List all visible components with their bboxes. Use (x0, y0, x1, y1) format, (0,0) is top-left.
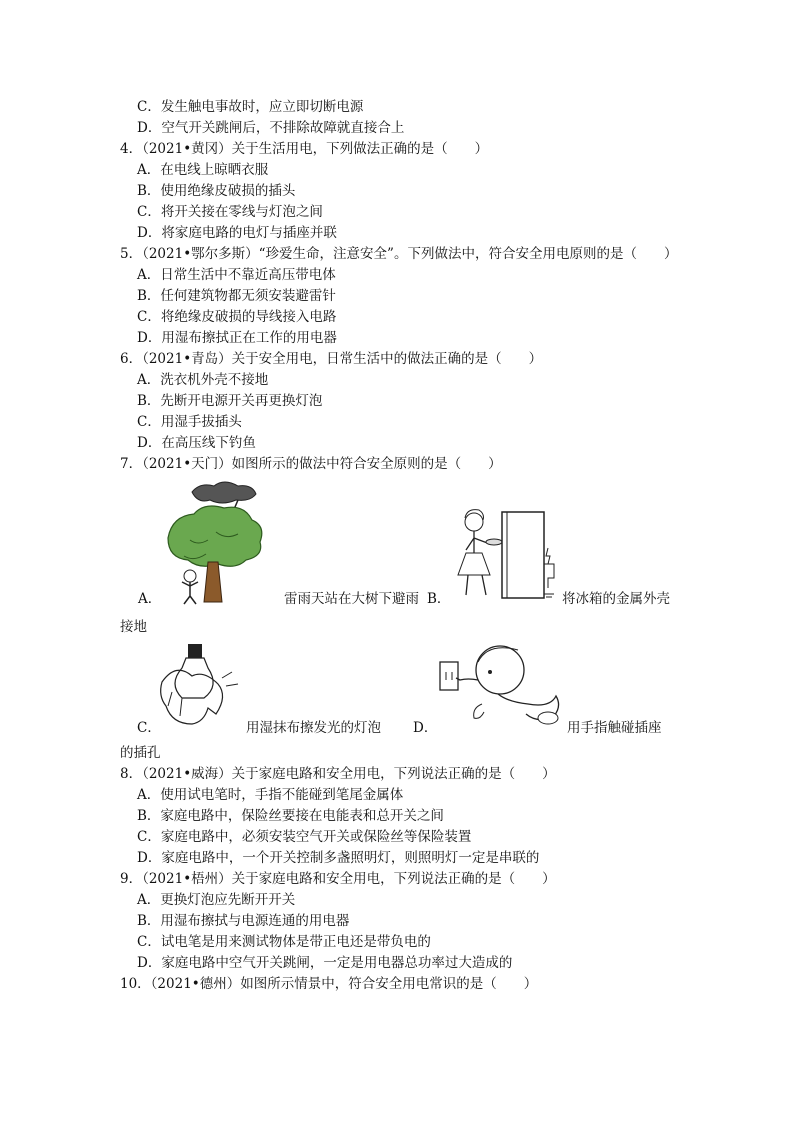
question-8-stem: 8．（2021•威海）关于家庭电路和安全用电，下列说法正确的是（ ） (120, 766, 556, 782)
option-q7-b-text: 将冰箱的金属外壳 (562, 591, 670, 607)
option-q7-d-text: 用手指触碰插座 (567, 720, 662, 736)
baby-socket-illustration (438, 642, 568, 728)
option-q4-c: C．将开关接在零线与灯泡之间 (137, 204, 323, 220)
option-q9-a: A．更换灯泡应先断开开关 (137, 892, 296, 908)
option-q6-c: C．用湿手拔插头 (137, 414, 242, 430)
option-q7-c-letter: C． (137, 720, 161, 736)
question-9-stem: 9．（2021•梧州）关于家庭电路和安全用电，下列说法正确的是（ ） (120, 871, 556, 887)
option-q4-d: D．将家庭电路的电灯与插座并联 (137, 225, 337, 241)
option-q5-c: C．将绝缘皮破损的导线接入电路 (137, 309, 337, 325)
question-5-stem: 5．（2021•鄂尔多斯）“珍爱生命，注意安全”。下列做法中，符合安全用电原则的是（ ） (120, 246, 678, 262)
option-q7-d-letter: D． (413, 720, 438, 736)
option-q7-d-cont: 的插孔 (120, 745, 161, 761)
option-q7-a-letter: A． (138, 591, 162, 607)
option-q3-c: C．发生触电事故时，应立即切断电源 (137, 99, 364, 115)
option-q6-d: D．在高压线下钓鱼 (137, 435, 256, 451)
option-q9-d: D．家庭电路中空气开关跳闸，一定是用电器总功率过大造成的 (137, 955, 513, 971)
option-q9-b: B．用湿布擦拭与电源连通的用电器 (137, 913, 350, 929)
question-4-stem: 4．（2021•黄冈）关于生活用电，下列做法正确的是（ ） (120, 141, 489, 157)
option-q5-b: B．任何建筑物都无须安装避雷针 (137, 288, 336, 304)
question-6-stem: 6．（2021•青岛）关于安全用电，日常生活中的做法正确的是（ ） (120, 351, 543, 367)
question-10-stem: 10．（2021•德州）如图所示情景中，符合安全用电常识的是（ ） (120, 976, 538, 992)
option-q4-a: A．在电线上晾晒衣服 (137, 162, 269, 178)
option-q6-a: A．洗衣机外壳不接地 (137, 372, 269, 388)
refrigerator-girl-illustration (452, 508, 562, 603)
option-q5-a: A．日常生活中不靠近高压带电体 (137, 267, 336, 283)
option-q6-b: B．先断开电源开关再更换灯泡 (137, 393, 323, 409)
wet-cloth-bulb-illustration (152, 642, 242, 727)
option-q7-b-letter: B． (427, 591, 451, 607)
question-7-stem: 7．（2021•天门）如图所示的做法中符合安全原则的是（ ） (120, 456, 502, 472)
option-q5-d: D．用湿布擦拭正在工作的用电器 (137, 330, 337, 346)
option-q8-c: C．家庭电路中，必须安装空气开关或保险丝等保险装置 (137, 829, 472, 845)
option-q8-d: D．家庭电路中，一个开关控制多盏照明灯，则照明灯一定是串联的 (137, 850, 540, 866)
option-q9-c: C．试电笔是用来测试物体是带正电还是带负电的 (137, 934, 431, 950)
option-q8-b: B．家庭电路中，保险丝要接在电能表和总开关之间 (137, 808, 444, 824)
option-q7-a-text: 雷雨天站在大树下避雨 (284, 591, 419, 607)
option-q4-b: B．使用绝缘皮破损的插头 (137, 183, 296, 199)
option-q7-c-text: 用湿抹布擦发光的灯泡 (246, 720, 381, 736)
option-q3-d: D．空气开关跳闸后，不排除故障就直接合上 (137, 120, 405, 136)
tree-storm-illustration (160, 480, 280, 605)
option-q8-a: A．使用试电笔时，手指不能碰到笔尾金属体 (137, 787, 404, 803)
option-q7-b-cont: 接地 (120, 619, 147, 635)
